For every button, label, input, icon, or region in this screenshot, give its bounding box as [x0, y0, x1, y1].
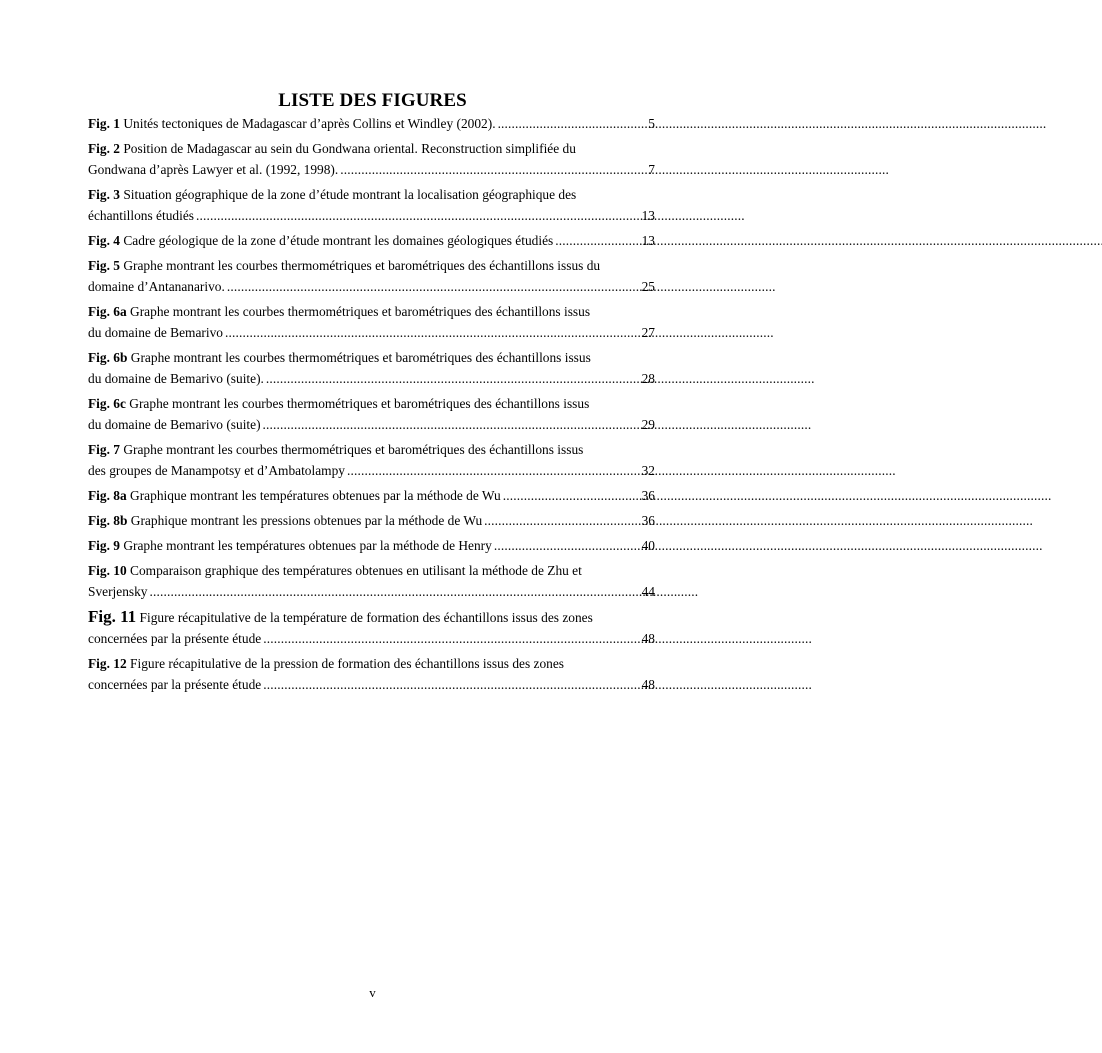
entry-line — [88, 205, 655, 226]
figure-label: Fig. 7 — [88, 442, 120, 457]
figure-caption: Graphique montrant les températures obtenues par la méthode de Wu — [130, 488, 501, 503]
figure-caption: Figure récapitulative de la température de formation des échantillons issus des zones — [139, 610, 593, 625]
figure-caption-cont: Gondwana d’après Lawyer et al. (1992, 1998). — [88, 162, 339, 177]
figure-entry-9[interactable] — [88, 535, 655, 556]
figure-caption: Graphe montrant les courbes thermométriques et barométriques des échantillons issus — [130, 304, 591, 319]
page-ref: 44 — [641, 584, 655, 599]
figure-caption-cont: du domaine de Bemarivo (suite). — [88, 371, 264, 386]
figure-label: Fig. 2 — [88, 141, 120, 156]
figure-caption-cont: du domaine de Bemarivo — [88, 325, 223, 340]
dot-leader — [266, 368, 639, 389]
page-ref: 48 — [641, 631, 655, 646]
figure-caption: Graphe montrant les courbes thermométriques et barométriques des échantillons issus — [123, 442, 584, 457]
dot-leader — [227, 276, 639, 297]
entry-line — [88, 276, 655, 297]
dot-leader — [196, 205, 639, 226]
page-ref: 48 — [641, 677, 655, 692]
figure-caption: Graphe montrant les températures obtenues par la méthode de Henry — [123, 538, 492, 553]
dot-leader — [503, 485, 639, 506]
entry-line — [88, 113, 655, 134]
figure-caption-cont: échantillons étudiés — [88, 208, 194, 223]
figure-caption: Graphique montrant les pressions obtenues par la méthode de Wu — [130, 513, 483, 528]
figure-caption: Cadre géologique de la zone d’étude montrant les domaines géologiques étudiés — [123, 233, 554, 248]
figure-entry-6b[interactable] — [88, 347, 655, 389]
dot-leader — [263, 674, 638, 695]
page-title: LISTE DES FIGURES — [278, 90, 467, 111]
page-ref: 27 — [641, 325, 655, 340]
figure-label: Fig. 9 — [88, 538, 120, 553]
dot-leader — [494, 535, 639, 556]
figure-caption: Comparaison graphique des températures obtenues en utilisant la méthode de Zhu et — [130, 563, 582, 578]
entry-line — [88, 159, 655, 180]
figure-entry-7[interactable] — [88, 439, 655, 481]
dot-leader — [263, 414, 639, 435]
figure-entry-3[interactable] — [88, 184, 655, 226]
page-ref: 29 — [641, 417, 655, 432]
figure-label: Fig. 5 — [88, 258, 120, 273]
dot-leader — [347, 460, 639, 481]
figure-label: Fig. 3 — [88, 187, 120, 202]
page-ref: 28 — [641, 371, 655, 386]
figure-caption-cont: des groupes de Manampotsy et d’Ambatolampy — [88, 463, 345, 478]
figure-label: Fig. 12 — [88, 656, 127, 671]
page-ref: 36 — [641, 513, 655, 528]
entry-line — [88, 628, 655, 649]
figure-entry-6a[interactable] — [88, 301, 655, 343]
figure-label: Fig. 6b — [88, 350, 128, 365]
figure-label: Fig. 11 — [88, 607, 137, 626]
page-ref: 13 — [641, 233, 655, 248]
page-ref: 25 — [641, 279, 655, 294]
entry-line — [88, 510, 655, 531]
entry-line — [88, 674, 655, 695]
page-ref: 32 — [641, 463, 655, 478]
dot-leader — [263, 628, 638, 649]
entry-line — [88, 414, 655, 435]
figure-caption: Position de Madagascar au sein du Gondwana oriental. Reconstruction simplifiée du — [123, 141, 576, 156]
dot-leader — [555, 230, 638, 251]
dot-leader — [150, 581, 639, 602]
figure-caption: Unités tectoniques de Madagascar d’après Collins et Windley (2002). — [123, 116, 496, 131]
page-ref: 13 — [641, 208, 655, 223]
figure-entry-10[interactable] — [88, 560, 655, 602]
figure-label: Fig. 4 — [88, 233, 120, 248]
page-ref: 5 — [648, 116, 655, 131]
figure-caption: Figure récapitulative de la pression de formation des échantillons issus des zones — [130, 656, 565, 671]
page-ref: 40 — [641, 538, 655, 553]
figure-label: Fig. 1 — [88, 116, 120, 131]
entry-line — [88, 230, 655, 251]
figure-entry-1[interactable] — [88, 113, 655, 134]
figure-caption-cont: domaine d’Antananarivo. — [88, 279, 225, 294]
figure-caption-cont: concernées par la présente étude — [88, 677, 262, 692]
figure-caption: Graphe montrant les courbes thermométriques et barométriques des échantillons issus du — [123, 258, 601, 273]
figure-caption-cont: du domaine de Bemarivo (suite) — [88, 417, 261, 432]
figure-label: Fig. 8b — [88, 513, 128, 528]
page-number: v — [369, 985, 376, 1000]
figure-entry-6c[interactable] — [88, 393, 655, 435]
entry-line — [88, 460, 655, 481]
figure-entry-2[interactable] — [88, 138, 655, 180]
page-ref: 36 — [641, 488, 655, 503]
figure-caption: Graphe montrant les courbes thermométriques et barométriques des échantillons issus — [130, 350, 591, 365]
figure-caption-cont: concernées par la présente étude — [88, 631, 262, 646]
figure-entry-8a[interactable] — [88, 485, 655, 506]
figure-caption-cont: Sverjensky — [88, 584, 148, 599]
figure-entry-5[interactable] — [88, 255, 655, 297]
entry-line — [88, 322, 655, 343]
figure-list — [88, 113, 655, 699]
figure-label: Fig. 10 — [88, 563, 127, 578]
dot-leader — [498, 113, 646, 134]
entry-line — [88, 485, 655, 506]
figure-caption: Graphe montrant les courbes thermométriques et barométriques des échantillons issus — [129, 396, 590, 411]
figure-label: Fig. 6c — [88, 396, 126, 411]
dot-leader — [340, 159, 645, 180]
figure-label: Fig. 8a — [88, 488, 127, 503]
entry-line — [88, 581, 655, 602]
figure-entry-8b[interactable] — [88, 510, 655, 531]
figure-entry-4[interactable] — [88, 230, 655, 251]
entry-line — [88, 368, 655, 389]
entry-line — [88, 535, 655, 556]
dot-leader — [225, 322, 639, 343]
figure-label: Fig. 6a — [88, 304, 127, 319]
figure-entry-11[interactable] — [88, 606, 655, 649]
page-ref: 7 — [648, 162, 655, 177]
dot-leader — [484, 510, 638, 531]
figure-entry-12[interactable] — [88, 653, 655, 695]
figure-caption: Situation géographique de la zone d’étude montrant la localisation géographique des — [123, 187, 577, 202]
